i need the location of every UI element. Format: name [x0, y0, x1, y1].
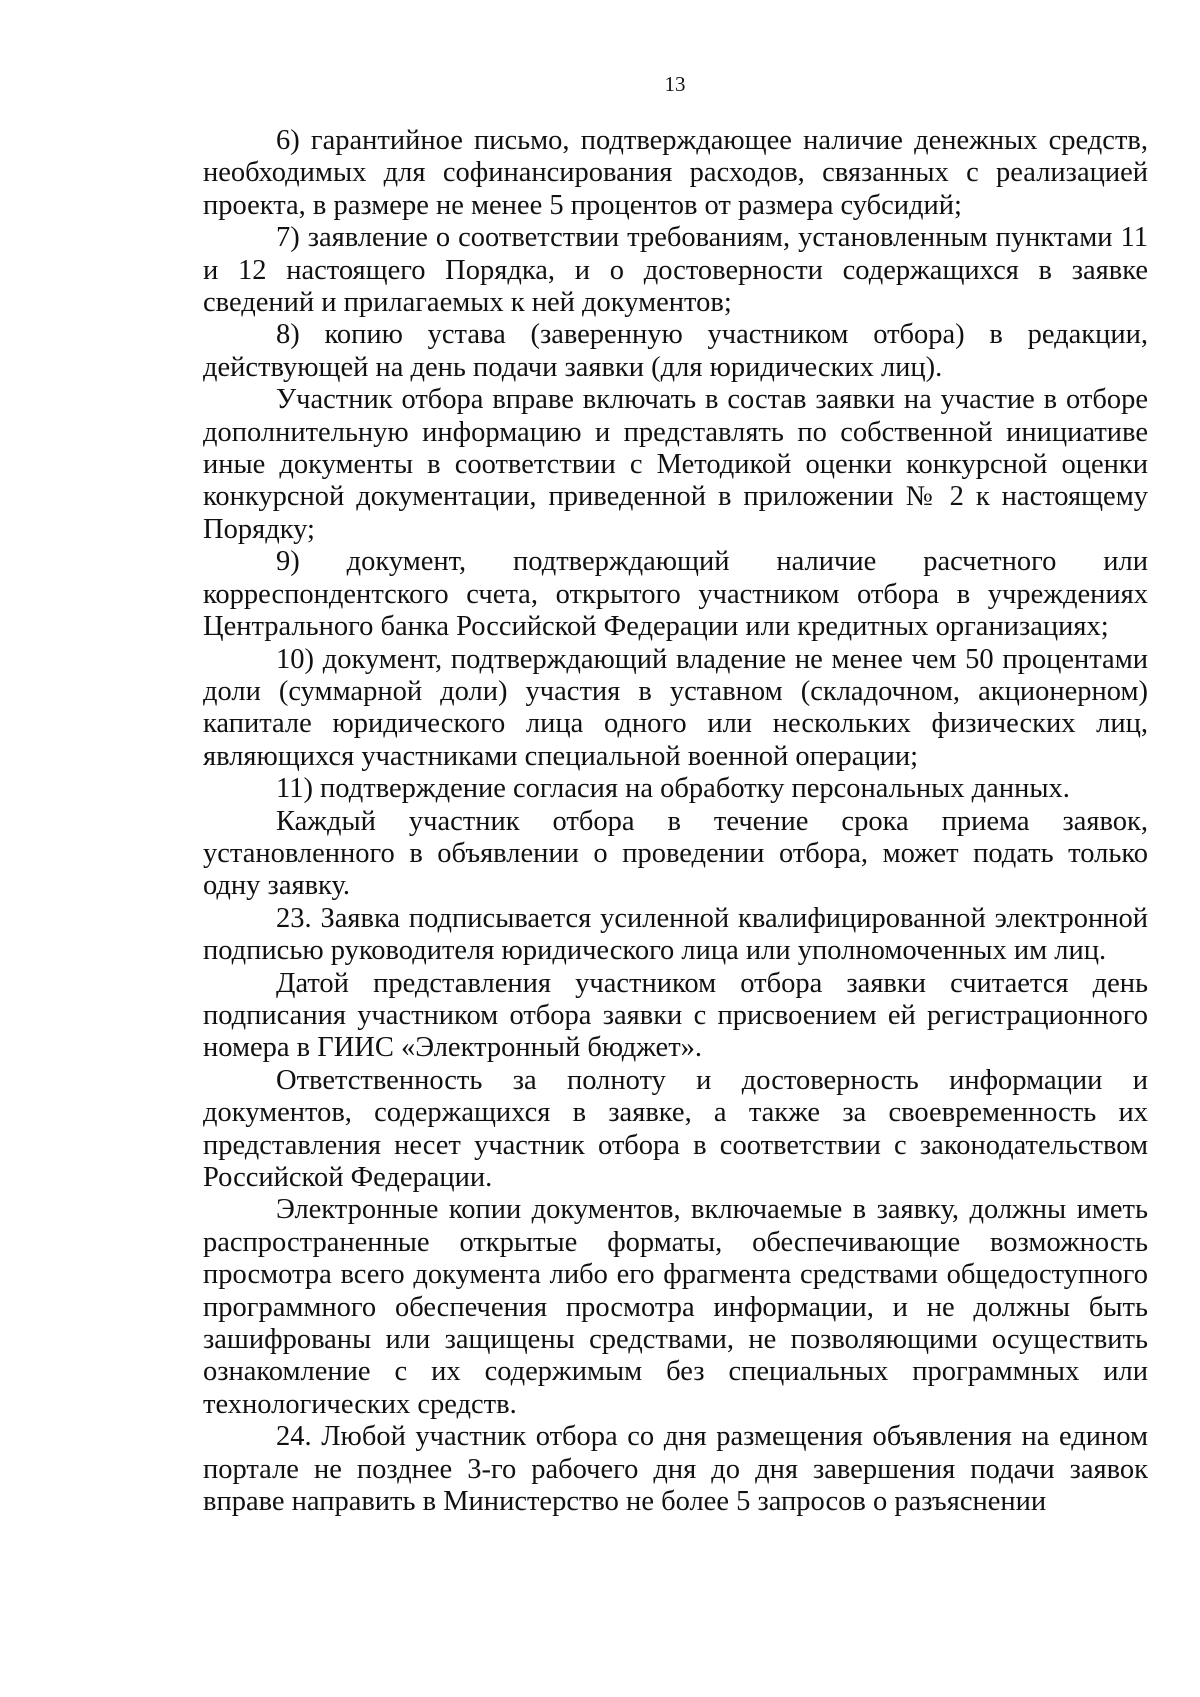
document-body [203, 125, 1148, 1518]
paragraph-item-11: 11) подтверждение согласия на обработку персональных данных. [276, 773, 1070, 805]
paragraph-clause-23: 23. Заявка подписывается усиленной квалифицированной электронной подписью руководителя юридического лица или уполномоченных им лиц. [203, 902, 1148, 967]
paragraph-item-6: 6) гарантийное письмо, подтверждающее наличие денежных средств, необходимых для софинансирования расходов, связанных с реализацией проекта, в размере не менее 5 процентов от размера субсидий; [203, 125, 1148, 221]
paragraph-item-9: 9) документ, подтверждающий наличие расчетного или корреспондентского счета, открытого участником отбора в учреждениях Центрального банка Российской Федерации или кредитных организациях; [203, 546, 1148, 643]
page-number: 13 [664, 72, 686, 96]
paragraph-electronic-copies: Электронные копии документов, включаемые в заявку, должны иметь распространенные открытые форматы, обеспечивающие возможность просмотра всего документа либо его фрагмента средствами общедоступного программного обеспечения просмотра информации, и не должны быть зашифрованы или защищены средствами, не позволяющими осуществить ознакомление с их содержимым без специальных программных или технологических средств. [203, 1194, 1148, 1420]
paragraph-item-10: 10) документ, подтверждающий владение не менее чем 50 процентами доли (суммарной доли) участия в уставном (складочном, акционерном) капитале юридического лица одного или нескольких физических лиц, являющихся участниками специальной военной операции; [203, 643, 1148, 772]
paragraph-single-application: Каждый участник отбора в течение срока приема заявок, установленного в объявлении о проведении отбора, может подать только одну заявку. [203, 805, 1148, 902]
paragraph-item-8: 8) копию устава (заверенную участником отбора) в редакции, действующей на день подачи заявки (для юридических лиц). [203, 319, 1148, 383]
paragraph-clause-24: 24. Любой участник отбора со дня размещения объявления на едином портале не позднее 3-го рабочего дня до дня завершения подачи заявок вправе направить в Министерство не более 5 запросов о разъяснении [203, 1421, 1148, 1518]
paragraph-item-7: 7) заявление о соответствии требованиям, установленным пунктами 11 и 12 настоящего Порядка, и о достоверности содержащихся в заявке сведений и прилагаемых к ней документов; [203, 222, 1148, 319]
paragraph-responsibility: Ответственность за полноту и достоверность информации и документов, содержащихся в заявке, а также за своевременность их представления несет участник отбора в соответствии с законодательством Российской Федерации. [203, 1064, 1148, 1193]
paragraph-additional-info: Участник отбора вправе включать в состав заявки на участие в отборе дополнительную информацию и представлять по собственной инициативе иные документы в соответствии с Методикой оценки конкурсной оценки конкурсной документации, приведенной в приложении № 2 к настоящему Порядку; [203, 384, 1148, 545]
paragraph-submission-date: Датой представления участником отбора заявки считается день подписания участником отбора заявки с присвоением ей регистрационного номера в ГИИС «Электронный бюджет». [203, 967, 1148, 1064]
